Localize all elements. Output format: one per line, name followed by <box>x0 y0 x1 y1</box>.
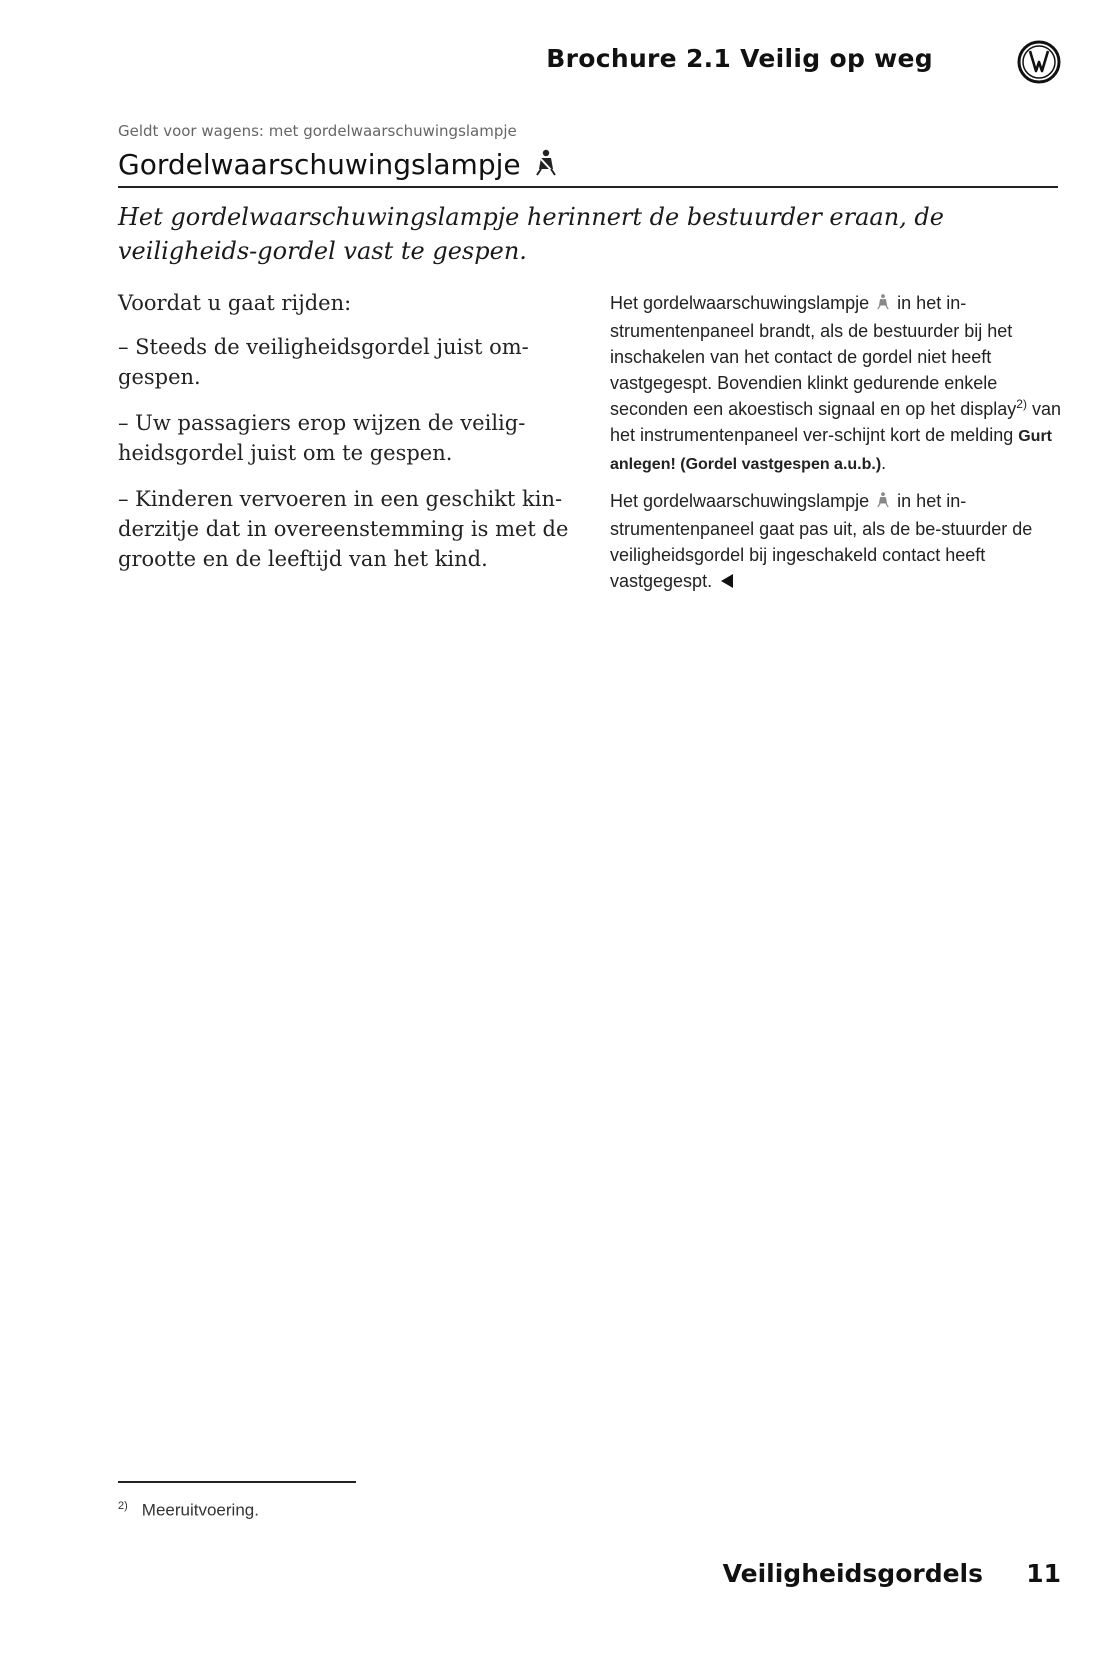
left-column <box>118 288 578 590</box>
section-title <box>118 148 558 181</box>
section-title-text: Gordelwaarschuwingslampje <box>118 148 521 181</box>
paragraph-text: van het instrumentenpaneel ver-schijnt kort de melding <box>610 399 1062 445</box>
lead-text: Voordat u gaat rijden: <box>118 291 352 315</box>
paragraph-text: Het gordelwaarschuwingslampje <box>610 491 870 511</box>
paragraph-text: Het gordelwaarschuwingslampje <box>610 293 870 313</box>
footnote-marker: 2) <box>118 1500 128 1512</box>
seatbelt-warning-icon <box>530 148 558 181</box>
footer-chapter-title: Veiligheidsgordels <box>722 1559 983 1588</box>
page-header-title: Brochure 2.1 Veilig op weg <box>546 44 933 73</box>
applies-to-label: Geldt voor wagens: met gordelwaarschuwingslampje <box>118 122 517 140</box>
end-of-section-triangle-icon <box>721 569 733 595</box>
seatbelt-warning-icon <box>876 292 890 318</box>
intro-paragraph: Het gordelwaarschuwingslampje herinnert de bestuurder eraan, de veiligheids-gordel vast te gespen. <box>118 203 944 265</box>
section-divider <box>118 186 1058 188</box>
paragraph-text: . <box>881 453 887 473</box>
list-item: – Kinderen vervoeren in een geschikt kin-derzitje dat in overeenstemming is met de grootte en de leeftijd van het kind. <box>118 487 569 571</box>
page-number: 11 <box>1026 1559 1061 1588</box>
paragraph-lamp-off <box>610 488 1062 595</box>
footnote-divider <box>118 1481 356 1483</box>
vw-logo-icon <box>1017 40 1061 84</box>
footnote-reference: 2) <box>1016 397 1027 411</box>
footnote <box>118 1500 259 1521</box>
list-item: – Steeds de veiligheidsgordel juist om-gespen. <box>118 335 529 389</box>
list-item: – Uw passagiers erop wijzen de veilig-heidsgordel juist om te gespen. <box>118 411 526 465</box>
paragraph-text: in het in-strumentenpaneel gaat pas uit, als de be-stuurder de veiligheidsgordel bij ingeschakeld contact heeft vastgegespt. <box>610 491 1033 591</box>
footnote-text: Meeruitvoering. <box>141 1500 259 1520</box>
display-message: Gurt anlegen! (Gordel vastgespen a.u.b.) <box>610 428 1053 473</box>
paragraph-warning-lamp <box>610 290 1062 478</box>
right-column <box>610 290 1062 605</box>
paragraph-text: in het in-strumentenpaneel brandt, als de bestuurder bij het inschakelen van het contact de gordel niet heeft vastgegespt. Bovendien klinkt gedurende enkele seconden een akoestisch signaal en op het display <box>610 293 1017 419</box>
seatbelt-warning-icon <box>876 490 890 516</box>
